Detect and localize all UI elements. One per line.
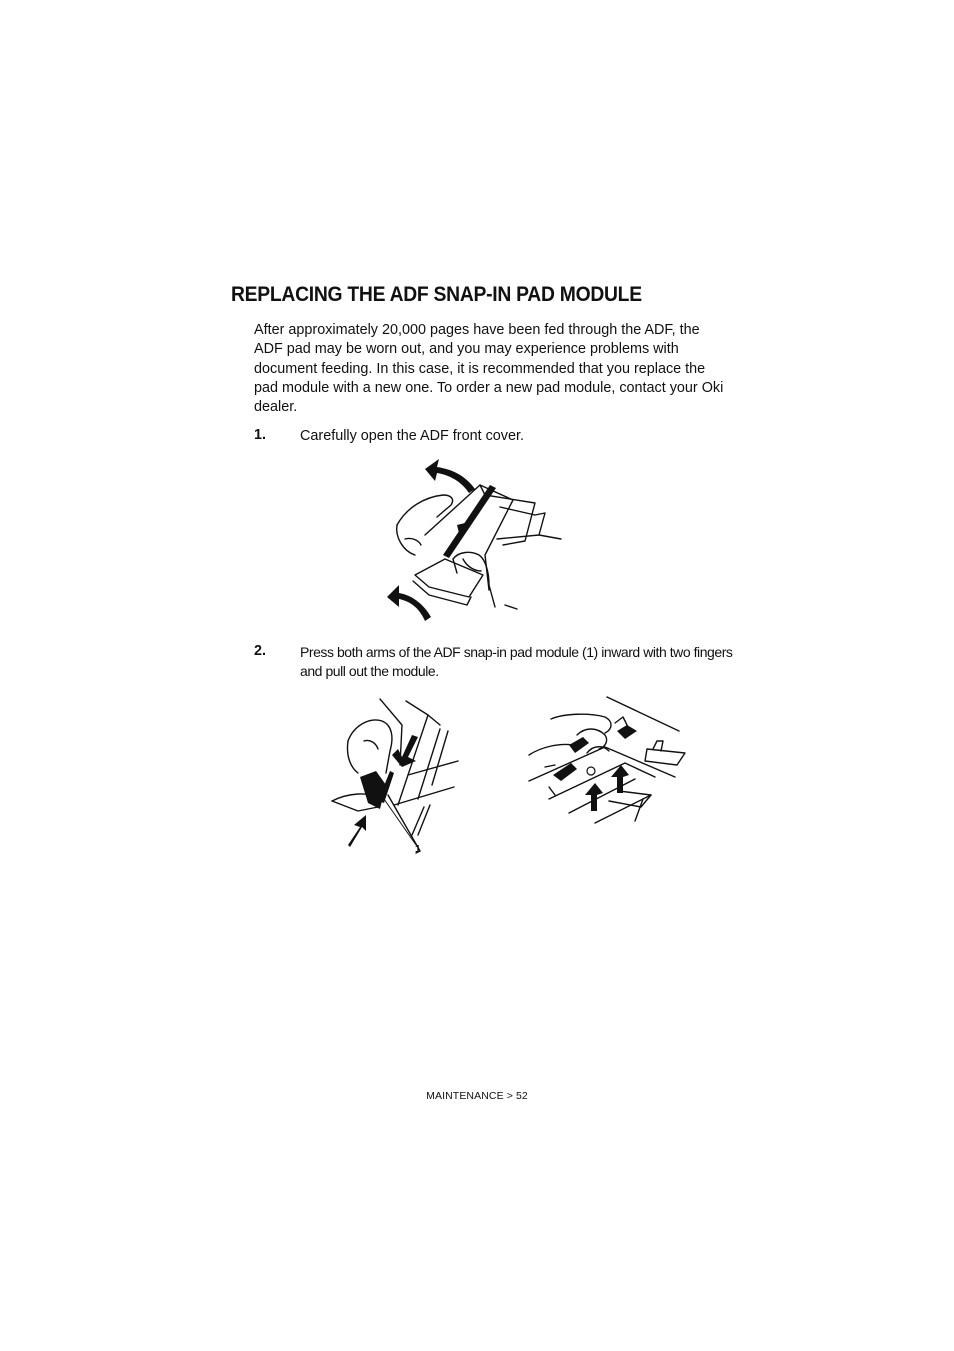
- step-number: 2.: [254, 643, 267, 659]
- section-heading: REPLACING THE ADF SNAP-IN PAD MODULE: [231, 283, 642, 306]
- page-footer: MAINTENANCE > 52: [426, 1090, 528, 1102]
- intro-paragraph: After approximately 20,000 pages have been fed through the ADF, the ADF pad may be worn out, and you may experience problems with document feeding. In this case, it is recommended that you replace the pad module with a new one. To order a new pad module, contact your Oki dealer.: [254, 322, 724, 416]
- open-adf-cover-illustration: [385, 455, 570, 625]
- step-text: Press both arms of the ADF snap-in pad module (1) inward with two fingers and pull out the module.: [300, 644, 733, 680]
- module-callout-label: 1: [415, 844, 421, 855]
- pull-out-module-illustration: [525, 695, 690, 830]
- step-text: Carefully open the ADF front cover.: [300, 428, 524, 444]
- step-number: 1.: [254, 427, 267, 443]
- press-arms-illustration: [328, 695, 468, 865]
